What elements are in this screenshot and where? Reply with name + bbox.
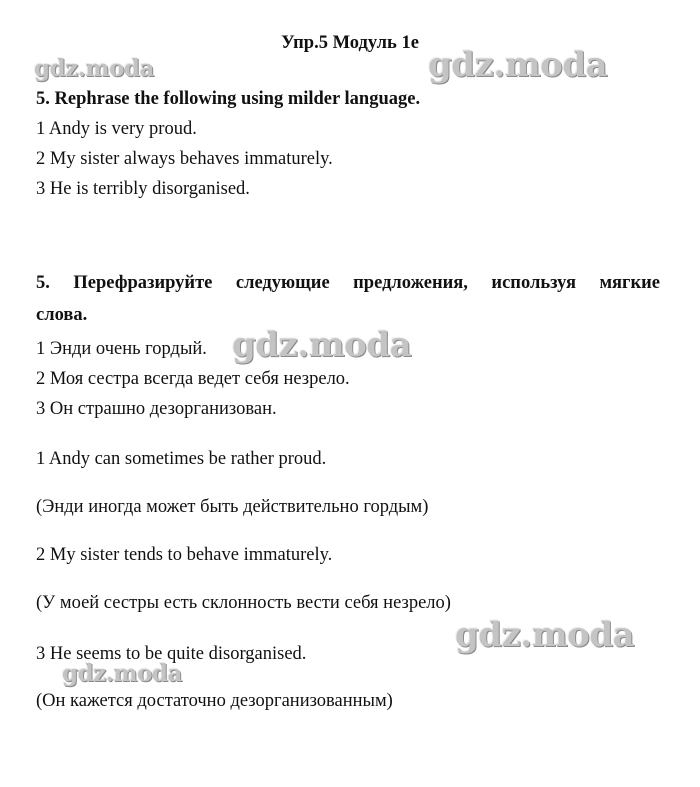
answer-ru: (Энди иногда может быть действительно гордым)	[36, 497, 429, 517]
task-item-en: 1 Andy is very proud.	[36, 119, 197, 139]
task-title-ru: 5. Перефразируйте следующие предложения, используя мягкие	[36, 273, 660, 293]
answer-en: 3 He seems to be quite disorganised.	[36, 644, 307, 664]
task-title-en: 5. Rephrase the following using milder language.	[36, 89, 421, 109]
answer-ru: (Он кажется достаточно дезорганизованным)	[36, 691, 393, 711]
task-item-en: 2 My sister always behaves immaturely.	[36, 149, 333, 169]
watermark-logo: gdz.moda	[428, 45, 608, 85]
page-heading: Упр.5 Модуль 1e	[281, 33, 419, 53]
answer-en: 1 Andy can sometimes be rather proud.	[36, 449, 327, 469]
watermark-logo: gdz.moda	[232, 325, 412, 365]
watermark-logo: gdz.moda	[455, 615, 635, 655]
watermark-logo: gdz.moda	[62, 660, 182, 687]
task-item-en: 3 He is terribly disorganised.	[36, 179, 250, 199]
answer-en: 2 My sister tends to behave immaturely.	[36, 545, 333, 565]
task-item-ru: 2 Моя сестра всегда ведет себя незрело.	[36, 369, 350, 389]
task-item-ru: 1 Энди очень гордый.	[36, 339, 207, 359]
watermark-logo: gdz.moda	[34, 55, 154, 82]
answer-ru: (У моей сестры есть склонность вести себя незрело)	[36, 593, 451, 613]
task-title-ru-cont: слова.	[36, 305, 88, 325]
task-item-ru: 3 Он страшно дезорганизован.	[36, 399, 277, 419]
